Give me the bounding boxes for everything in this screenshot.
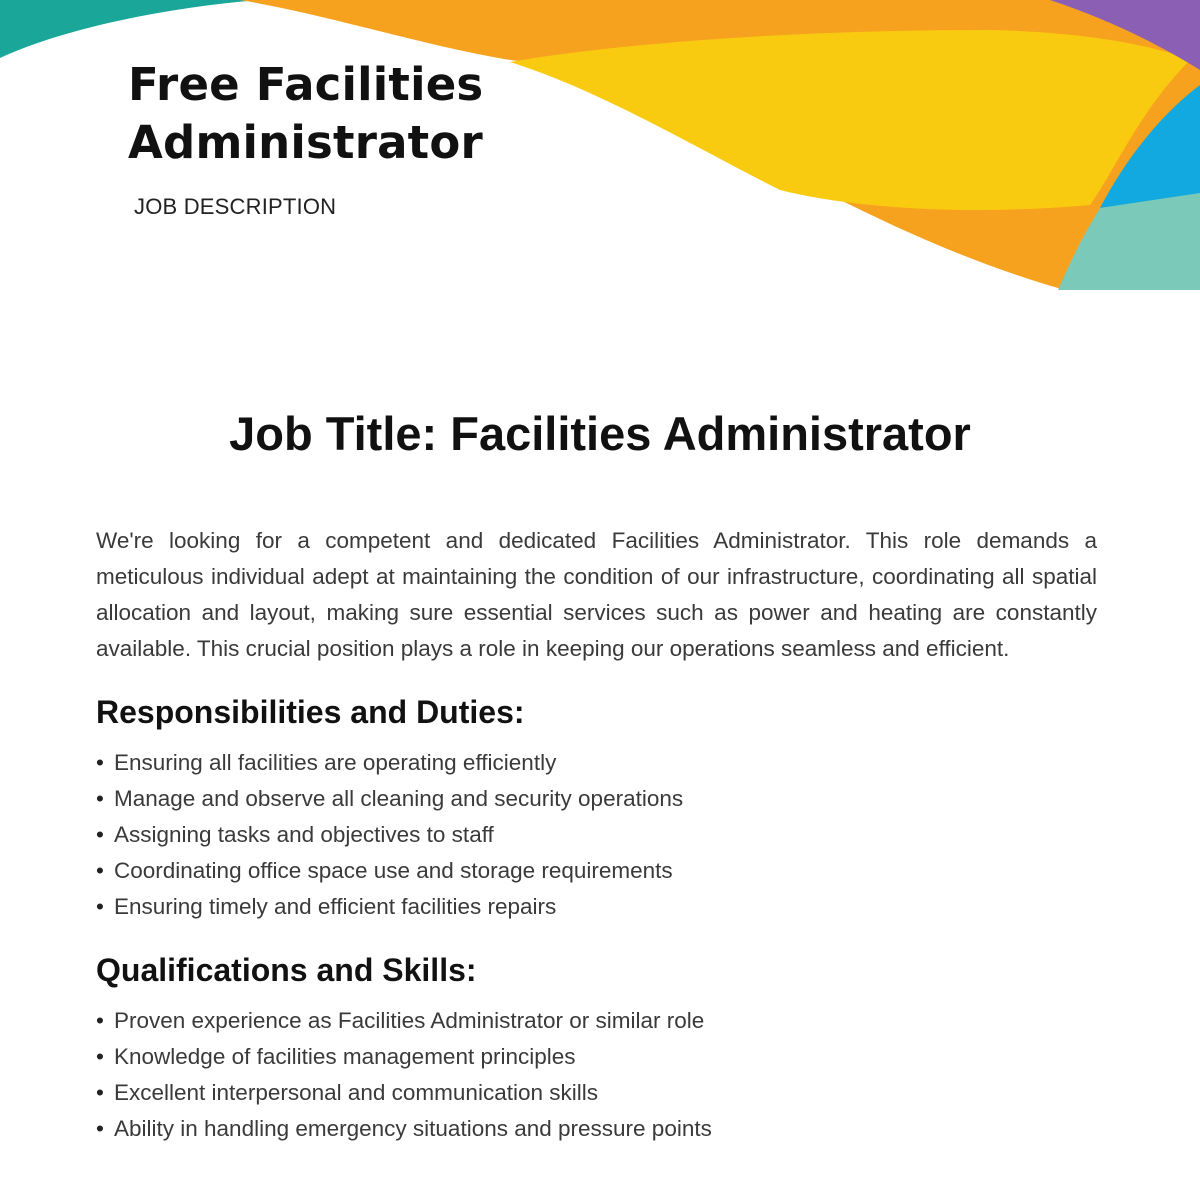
responsibilities-list <box>96 745 1097 925</box>
list-item <box>96 745 1097 781</box>
document-body <box>96 523 1097 1147</box>
document-title <box>128 56 483 172</box>
bullet-icon: • <box>96 822 104 847</box>
qualifications-list <box>96 1003 1097 1147</box>
document-title-line-2: Administrator <box>128 116 483 169</box>
list-item-text: Ensuring timely and efficient facilities repairs <box>114 894 557 919</box>
list-item-text: Proven experience as Facilities Administrator or similar role <box>114 1008 705 1033</box>
intro-paragraph: We're looking for a competent and dedicated Facilities Administrator. This role demands a meticulous individual adept at maintaining the condition of our infrastructure, coordinating all spatial allocation and layout, making sure essential services such as power and heating are constantly available. This crucial position plays a role in keeping our operations seamless and efficient. <box>96 528 1097 661</box>
qualifications-heading: Qualifications and Skills: <box>96 952 477 988</box>
bullet-icon: • <box>96 1044 104 1069</box>
list-item-text: Knowledge of facilities management principles <box>114 1044 576 1069</box>
list-item <box>96 817 1097 853</box>
bullet-icon: • <box>96 786 104 811</box>
bullet-icon: • <box>96 750 104 775</box>
list-item-text: Assigning tasks and objectives to staff <box>114 822 494 847</box>
list-item <box>96 1003 1097 1039</box>
bullet-icon: • <box>96 1008 104 1033</box>
list-item-text: Ensuring all facilities are operating efficiently <box>114 750 557 775</box>
yellow-wave-shape <box>510 30 1190 210</box>
document-title-line-1: Free Facilities <box>128 58 484 111</box>
bullet-icon: • <box>96 858 104 883</box>
list-item-text: Manage and observe all cleaning and security operations <box>114 786 684 811</box>
list-item <box>96 781 1097 817</box>
teal-wave-shape <box>0 0 260 58</box>
document-subtitle: JOB DESCRIPTION <box>134 194 337 219</box>
list-item <box>96 853 1097 889</box>
job-title-heading: Job Title: Facilities Administrator <box>229 407 971 460</box>
list-item-text: Coordinating office space use and storage requirements <box>114 858 673 883</box>
list-item <box>96 1111 1097 1147</box>
responsibilities-heading: Responsibilities and Duties: <box>96 694 525 730</box>
list-item <box>96 1039 1097 1075</box>
bullet-icon: • <box>96 894 104 919</box>
list-item-text: Excellent interpersonal and communication skills <box>114 1080 598 1105</box>
list-item-text: Ability in handling emergency situations and pressure points <box>114 1116 712 1141</box>
list-item <box>96 889 1097 925</box>
bullet-icon: • <box>96 1116 104 1141</box>
bullet-icon: • <box>96 1080 104 1105</box>
list-item <box>96 1075 1097 1111</box>
